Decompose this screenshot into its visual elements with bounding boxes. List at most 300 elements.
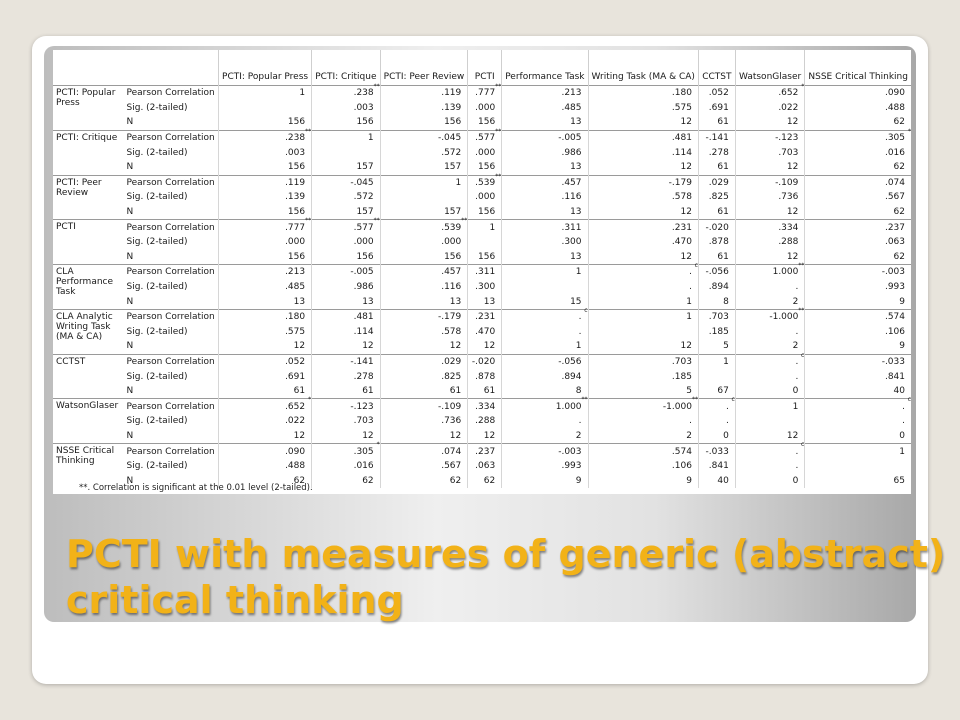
table-cell [502, 369, 588, 384]
column-header: PCTI [468, 50, 502, 86]
cell-value: 2 [792, 296, 799, 307]
cell-value: .074 [441, 446, 462, 457]
cell-value: . [902, 416, 905, 427]
cell-value: 13 [362, 296, 374, 307]
cell-value: .000 [475, 147, 496, 158]
significance-marker: ** [495, 127, 502, 135]
table-cell [735, 325, 805, 340]
table-cell [219, 294, 312, 309]
cell-value: -1.000 [769, 312, 799, 323]
cell-value: 13 [293, 296, 306, 307]
row-variable-label: WatsonGlaser [53, 399, 124, 444]
table-cell [312, 235, 381, 250]
table-cell [312, 250, 381, 265]
column-header: PCTI: Popular Press [219, 50, 312, 86]
cell-value: -1.000 [662, 401, 692, 412]
table-cell [468, 265, 502, 280]
significance-marker: c [801, 351, 805, 359]
cell-value: .300 [561, 237, 582, 248]
table-cell [805, 175, 911, 190]
table-cell [805, 280, 911, 295]
cell-value: .116 [561, 192, 582, 203]
table-cell [735, 160, 805, 175]
table-cell [219, 265, 312, 280]
cell-value: . [795, 371, 799, 382]
cell-value: .238 [285, 133, 306, 144]
table-cell [380, 354, 468, 369]
table-cell [468, 429, 502, 444]
cell-value: 62 [893, 117, 905, 128]
significance-marker: * [376, 441, 380, 449]
significance-marker: ** [305, 217, 312, 225]
cell-value: .213 [561, 88, 582, 99]
cell-value: -.056 [558, 356, 582, 367]
table-cell [588, 294, 698, 309]
row-statistic-label: N [126, 251, 134, 262]
row-statistic-label: N [126, 386, 134, 397]
cell-value: .577 [475, 133, 496, 144]
table-cell [219, 145, 312, 160]
table-cell [312, 294, 381, 309]
significance-marker: c [801, 441, 805, 449]
cell-value: .305 [353, 446, 374, 457]
cell-value: .305 [884, 133, 905, 144]
cell-value: 12 [786, 430, 799, 441]
table-cell [805, 235, 911, 250]
table-cell [468, 220, 502, 235]
cell-value: 12 [483, 341, 496, 352]
row-statistic-label: Pearson Correlation [124, 130, 219, 145]
cell-value: .237 [884, 222, 905, 233]
table-cell [380, 309, 468, 324]
table-cell [219, 325, 312, 340]
cell-value: -.003 [558, 446, 582, 457]
table-cell [698, 160, 735, 175]
table-cell [588, 459, 698, 474]
cell-value: 61 [293, 386, 306, 397]
table-cell [735, 205, 805, 220]
table-cell [502, 175, 588, 190]
cell-value: .703 [671, 356, 692, 367]
row-variable-label: PCTI [53, 220, 124, 265]
cell-value: 5 [686, 386, 692, 397]
cell-value: 1 [686, 296, 692, 307]
significance-marker: ** [373, 83, 380, 90]
table-cell [219, 127, 312, 145]
table-cell [588, 280, 698, 295]
cell-value: .278 [353, 371, 374, 382]
cell-value: 13 [570, 207, 582, 218]
cell-value: -.109 [775, 177, 799, 188]
table-row [53, 101, 911, 116]
table-body [53, 83, 911, 489]
row-statistic-label: N [126, 296, 134, 307]
column-header: Writing Task (MA & CA) [588, 50, 698, 86]
table-cell [588, 396, 698, 414]
cell-value: -.123 [350, 401, 374, 412]
cell-value: .114 [671, 147, 692, 158]
cell-value: 61 [717, 162, 729, 173]
table-cell [468, 101, 502, 116]
cell-value: .334 [778, 222, 799, 233]
table-cell [588, 160, 698, 175]
row-statistic-label: Sig. (2-tailed) [126, 147, 188, 158]
table-cell [735, 250, 805, 265]
table-cell [698, 309, 735, 324]
cell-value: 1 [686, 312, 692, 323]
cell-value: 15 [570, 296, 582, 307]
cell-value: .777 [475, 88, 496, 99]
table-cell [735, 294, 805, 309]
cell-value: 0 [792, 386, 799, 397]
cell-value: . [725, 416, 729, 427]
cell-value: 62 [483, 475, 496, 486]
table-cell [735, 441, 805, 459]
table-row [53, 205, 911, 220]
table-cell [588, 101, 698, 116]
table-cell [588, 354, 698, 369]
table-row [53, 130, 911, 145]
cell-value: .652 [778, 88, 799, 99]
table-cell [312, 145, 381, 160]
row-variable-label: CCTST [53, 354, 124, 399]
row-statistic-label: Sig. (2-tailed) [126, 192, 188, 203]
table-cell [468, 473, 502, 488]
cell-value: .572 [441, 147, 462, 158]
cell-value: 156 [287, 117, 306, 128]
cell-value: 13 [449, 296, 462, 307]
table-cell [502, 459, 588, 474]
table-cell [502, 354, 588, 369]
table-cell [698, 396, 735, 414]
cell-value: .703 [353, 416, 374, 427]
cell-value: -.045 [437, 133, 462, 144]
cell-value: .063 [884, 237, 905, 248]
table-cell [502, 384, 588, 399]
table-row [53, 384, 911, 399]
table-cell [588, 115, 698, 130]
table-cell [312, 339, 381, 354]
cell-value: 1.000 [555, 401, 582, 412]
table-cell [735, 262, 805, 280]
cell-value: 12 [293, 430, 306, 441]
cell-value: .003 [285, 147, 306, 158]
table-cell [698, 130, 735, 145]
cell-value: .180 [671, 88, 692, 99]
cell-value: .231 [671, 222, 692, 233]
table-cell [502, 473, 588, 488]
cell-value: 12 [362, 341, 374, 352]
cell-value: .986 [561, 147, 582, 158]
cell-value: .090 [285, 446, 306, 457]
cell-value: .311 [475, 267, 496, 278]
significance-marker: ** [495, 83, 502, 90]
cell-value: .213 [285, 267, 306, 278]
table-cell [502, 414, 588, 429]
table-cell [312, 175, 381, 190]
significance-marker: c [731, 396, 735, 404]
table-cell [588, 220, 698, 235]
table-cell [588, 262, 698, 280]
cell-value: 1 [899, 446, 905, 457]
row-statistic-label: Pearson Correlation [124, 86, 219, 101]
table-cell [468, 369, 502, 384]
table-cell [698, 250, 735, 265]
table-cell [380, 339, 468, 354]
cell-value: .180 [285, 312, 306, 323]
cell-value: -.033 [705, 446, 729, 457]
cell-value: .185 [708, 326, 729, 337]
table-cell [380, 101, 468, 116]
table-cell [735, 384, 805, 399]
row-statistic-label: Sig. (2-tailed) [126, 461, 188, 472]
cell-value: -.179 [668, 177, 692, 188]
cell-value: 12 [449, 430, 462, 441]
cell-value: 1 [792, 401, 799, 412]
cell-value: .022 [778, 102, 799, 113]
cell-value: 62 [449, 475, 462, 486]
cell-value: 9 [899, 296, 905, 307]
table-cell [588, 86, 698, 101]
table-cell [312, 83, 381, 101]
cell-value: 62 [893, 207, 905, 218]
table-cell [805, 101, 911, 116]
cell-value: .488 [884, 102, 905, 113]
cell-value: 156 [478, 207, 496, 218]
table-cell [380, 399, 468, 414]
cell-value: -.005 [558, 133, 582, 144]
table-cell [698, 145, 735, 160]
table-cell [698, 294, 735, 309]
cell-value: .116 [441, 282, 462, 293]
cell-value: 1 [723, 356, 729, 367]
cell-value: .114 [353, 326, 374, 337]
significance-marker: c [584, 306, 588, 314]
cell-value: .539 [441, 222, 462, 233]
table-cell [805, 414, 911, 429]
cell-value: .119 [441, 88, 462, 99]
column-header: PCTI: Critique [312, 50, 381, 86]
cell-value: .119 [285, 177, 306, 188]
table-cell [468, 235, 502, 250]
table-cell [805, 396, 911, 414]
table-cell [219, 339, 312, 354]
table-cell [312, 384, 381, 399]
cell-value: 1 [367, 133, 374, 144]
cell-value: .485 [561, 102, 582, 113]
table-cell [805, 339, 911, 354]
cell-value: . [689, 267, 692, 278]
cell-value: 12 [293, 341, 306, 352]
table-cell [312, 399, 381, 414]
cell-value: .334 [475, 401, 496, 412]
table-cell [805, 265, 911, 280]
cell-value: .652 [285, 401, 306, 412]
cell-value: .238 [353, 88, 374, 99]
table-cell [805, 325, 911, 340]
table-cell [502, 444, 588, 459]
cell-value: . [795, 356, 799, 367]
table-cell [502, 265, 588, 280]
table-cell [380, 384, 468, 399]
table-cell [735, 473, 805, 488]
cell-value: 62 [362, 475, 374, 486]
table-cell [805, 145, 911, 160]
table-row [53, 190, 911, 205]
cell-value: 12 [786, 117, 799, 128]
cell-value: .052 [708, 88, 729, 99]
cell-value: .481 [353, 312, 374, 323]
table-cell [588, 339, 698, 354]
significance-marker: ** [461, 217, 468, 225]
cell-value: .106 [884, 326, 905, 337]
significance-marker: ** [495, 172, 502, 180]
cell-value: .993 [884, 282, 905, 293]
row-statistic-label: Pearson Correlation [124, 444, 219, 459]
table-cell [588, 175, 698, 190]
column-header: WatsonGlaser [735, 50, 805, 86]
cell-value: 40 [717, 475, 729, 486]
table-cell [588, 205, 698, 220]
table-cell [588, 145, 698, 160]
table-cell [468, 280, 502, 295]
cell-value: .016 [353, 461, 374, 472]
table-cell [468, 459, 502, 474]
table-cell [735, 414, 805, 429]
table-cell [698, 280, 735, 295]
table-cell [380, 205, 468, 220]
table-cell [380, 444, 468, 459]
table-cell [468, 294, 502, 309]
table-cell [380, 429, 468, 444]
row-variable-label: PCTI: Critique [53, 130, 124, 175]
table-cell [735, 280, 805, 295]
table-cell [588, 130, 698, 145]
table-cell [698, 369, 735, 384]
table-cell [502, 101, 588, 116]
table-cell [468, 339, 502, 354]
cell-value: .288 [778, 237, 799, 248]
table-cell [735, 145, 805, 160]
table-row [53, 115, 911, 130]
row-statistic-label: Sig. (2-tailed) [126, 416, 188, 427]
table-row [53, 399, 911, 414]
cell-value: -.020 [471, 356, 496, 367]
cell-value: . [795, 446, 799, 457]
row-statistic-label: Sig. (2-tailed) [126, 282, 188, 293]
table-cell [219, 250, 312, 265]
cell-value: 12 [680, 162, 692, 173]
cell-value: . [725, 401, 729, 412]
table-cell [502, 130, 588, 145]
cell-value: -.109 [437, 401, 462, 412]
cell-value: 2 [575, 430, 582, 441]
row-statistic-label: Sig. (2-tailed) [126, 237, 188, 248]
table-footnote: **. Correlation is significant at the 0.01 level (2-tailed). [79, 483, 313, 493]
table-cell [468, 414, 502, 429]
table-cell [502, 205, 588, 220]
table-cell [380, 369, 468, 384]
cell-value: 61 [717, 251, 729, 262]
cell-value: .572 [353, 192, 374, 203]
table-cell [735, 115, 805, 130]
cell-value: .063 [475, 461, 496, 472]
row-statistic-label: Pearson Correlation [124, 265, 219, 280]
table-cell [588, 235, 698, 250]
table-cell [380, 250, 468, 265]
cell-value: .457 [561, 177, 582, 188]
table-cell [698, 459, 735, 474]
table-cell [805, 309, 911, 324]
table-cell [219, 459, 312, 474]
row-statistic-label: Sig. (2-tailed) [126, 371, 188, 382]
table-cell [312, 130, 381, 145]
table-cell [588, 309, 698, 324]
row-statistic-label: N [126, 430, 134, 441]
cell-value: 12 [483, 430, 496, 441]
table-cell [219, 354, 312, 369]
row-statistic-label: Pearson Correlation [124, 175, 219, 190]
cell-value: .488 [285, 461, 306, 472]
table-cell [380, 145, 468, 160]
row-variable-label: CLA Analytic Writing Task (MA & CA) [53, 309, 124, 354]
table-cell [502, 280, 588, 295]
cell-value: 61 [717, 207, 729, 218]
significance-marker: * [308, 396, 312, 404]
table-cell [219, 396, 312, 414]
table-cell [698, 175, 735, 190]
table-cell [468, 250, 502, 265]
table-cell [312, 309, 381, 324]
table-cell [502, 339, 588, 354]
table-row [53, 414, 911, 429]
table-cell [735, 175, 805, 190]
header-blank [53, 50, 124, 86]
table-row [53, 145, 911, 160]
table-cell [312, 441, 381, 459]
cell-value: -.179 [437, 312, 462, 323]
cell-value: .841 [708, 461, 729, 472]
cell-value: 61 [717, 117, 729, 128]
cell-value: 9 [686, 475, 692, 486]
cell-value: 156 [444, 117, 462, 128]
table-cell [380, 235, 468, 250]
table-cell [588, 325, 698, 340]
table-cell [380, 459, 468, 474]
row-statistic-label: Pearson Correlation [124, 220, 219, 235]
cell-value: .052 [285, 356, 306, 367]
cell-value: 157 [356, 162, 374, 173]
table-cell [468, 83, 502, 101]
cell-value: .575 [671, 102, 692, 113]
correlations-table [53, 50, 911, 488]
cell-value: .691 [708, 102, 729, 113]
cell-value: 62 [293, 475, 306, 486]
cell-value: .567 [441, 461, 462, 472]
cell-value: .539 [475, 177, 496, 188]
table-cell [805, 115, 911, 130]
cell-value: .578 [441, 326, 462, 337]
table-cell [219, 235, 312, 250]
significance-marker: ** [691, 396, 698, 404]
row-variable-label: CLA Performance Task [53, 265, 124, 310]
table-cell [698, 205, 735, 220]
cell-value: .003 [353, 102, 374, 113]
cell-value: 1 [575, 341, 582, 352]
cell-value: 156 [356, 117, 374, 128]
table-cell [312, 325, 381, 340]
table-cell [805, 127, 911, 145]
